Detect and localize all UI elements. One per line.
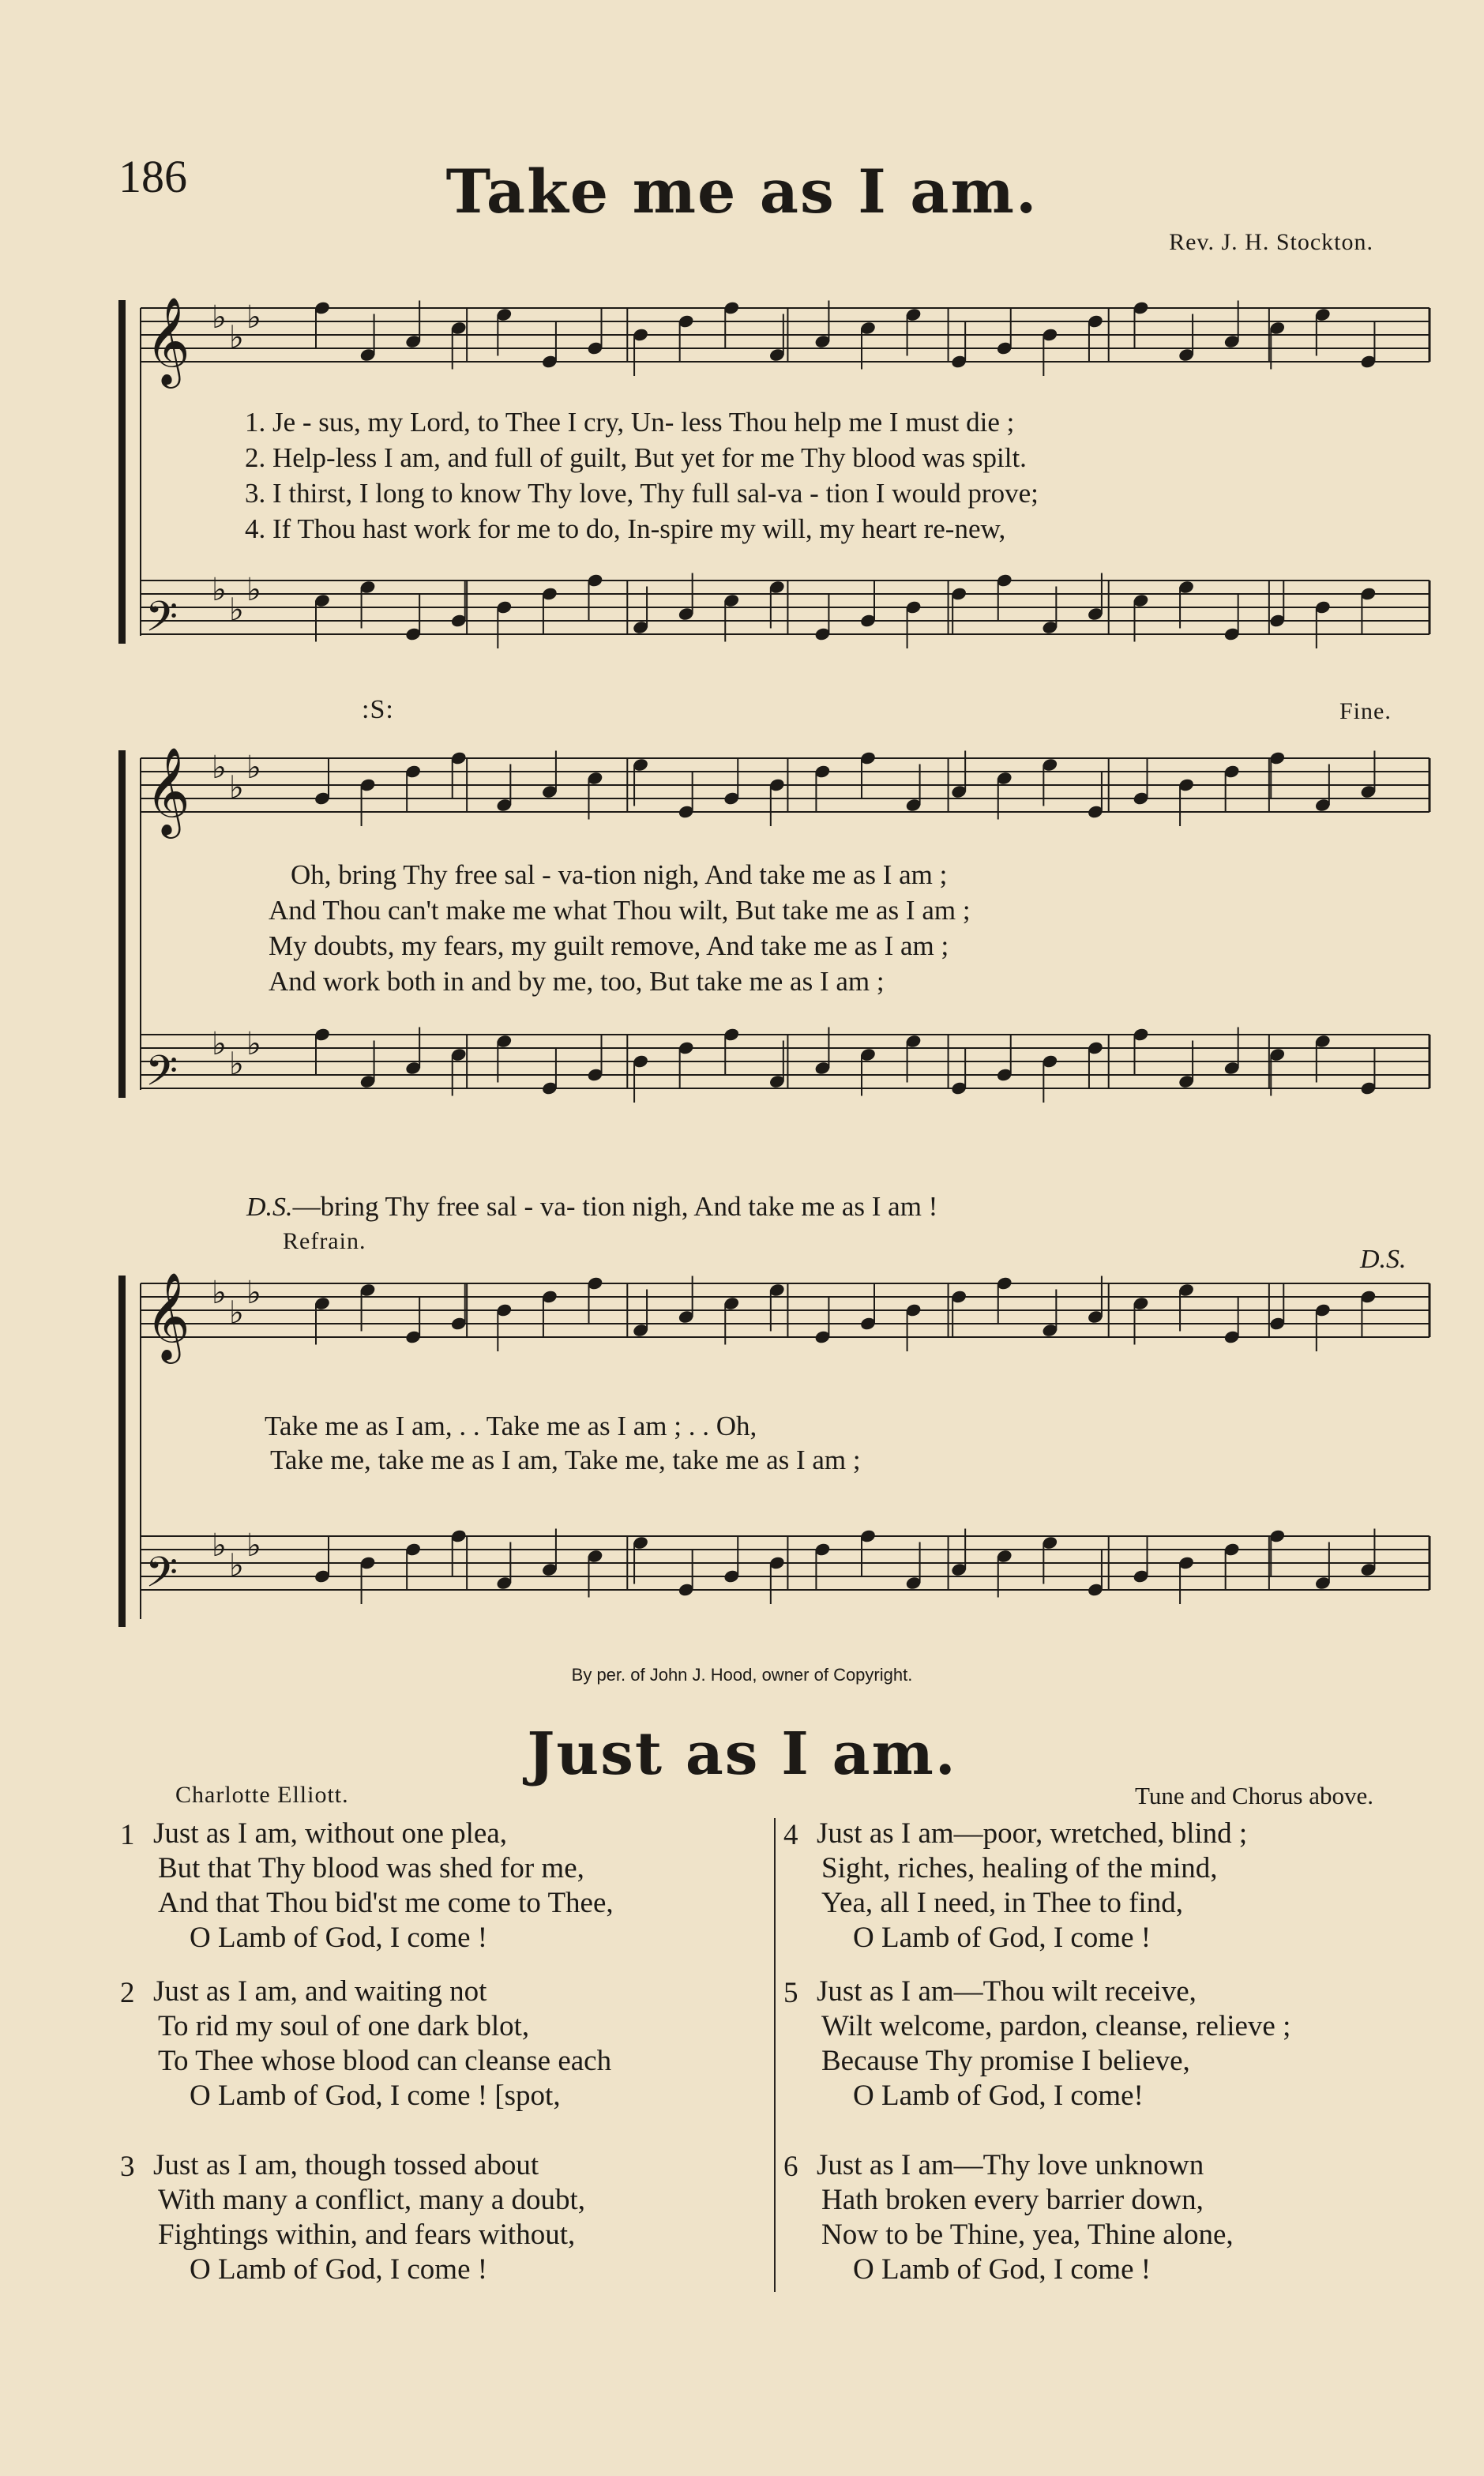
flat-icon: ♭ — [212, 750, 227, 786]
verse-line: 3. I thirst, I long to know Thy love, Thy full sal-va - tion I would prove; — [245, 478, 1039, 509]
verse-line: 2. Help-less I am, and full of guilt, But yet for me Thy blood was spilt. — [245, 442, 1027, 473]
verse-line: Just as I am—Thy love unknown — [817, 2149, 1204, 2181]
verse-line: Because Thy promise I believe, — [821, 2045, 1190, 2077]
clef-icon: 𝄞 — [145, 746, 190, 835]
verse-line: 1. Je - sus, my Lord, to Thee I cry, Un- less Thou help me I must die ; — [245, 407, 1015, 438]
verse-line: But that Thy blood was shed for me, — [158, 1852, 584, 1884]
flat-icon: ♭ — [246, 1026, 261, 1062]
verse-line: 4. If Thou hast work for me to do, In-spire my will, my heart re-new, — [245, 513, 1006, 544]
hymn-title: Just as I am. — [527, 1720, 957, 1788]
verse-line: Just as I am, though tossed about — [153, 2149, 539, 2181]
verse-line: And work both in and by me, too, But take me as I am ; — [269, 966, 885, 997]
verse-line: Sight, riches, healing of the mind, — [821, 1852, 1218, 1884]
verse-line: Hath broken every barrier down, — [821, 2184, 1204, 2216]
system-brace — [118, 1276, 126, 1627]
refrain-line: Take me as I am, . . Take me as I am ; . . Oh, — [265, 1411, 757, 1441]
verse-number: 1 — [120, 1819, 135, 1851]
flat-icon: ♭ — [246, 1527, 261, 1564]
column-divider — [774, 1818, 776, 2292]
verse-line: Now to be Thine, yea, Thine alone, — [821, 2219, 1234, 2251]
verse-line: To Thee whose blood can cleanse each — [158, 2045, 612, 2077]
verse-line: Yea, all I need, in Thee to find, — [821, 1887, 1183, 1919]
verse-line: Fightings within, and fears without, — [158, 2219, 576, 2251]
verse-number: 6 — [783, 2151, 798, 2183]
system-brace — [118, 300, 126, 644]
verse-line: Just as I am, and waiting not — [153, 1975, 487, 2008]
clef-icon: 𝄢 — [145, 1549, 178, 1607]
flat-icon: ♭ — [229, 1294, 244, 1332]
flat-icon: ♭ — [246, 299, 261, 336]
flat-icon: ♭ — [212, 572, 227, 608]
copyright-note: By per. of John J. Hood, owner of Copyright. — [571, 1665, 913, 1685]
verse-number: 3 — [120, 2151, 135, 2183]
clef-icon: 𝄢 — [145, 1047, 178, 1106]
ds-mark: D.S. — [1360, 1245, 1407, 1274]
flat-icon: ♭ — [212, 299, 227, 336]
tune-note: Tune and Chorus above. — [1135, 1782, 1373, 1809]
flat-icon: ♭ — [212, 1026, 227, 1062]
flat-icon: ♭ — [212, 1527, 227, 1564]
verse-line: O Lamb of God, I come ! — [853, 2253, 1152, 2286]
verse-line: And that Thou bid'st me come to Thee, — [158, 1887, 614, 1919]
refrain-line: Take me, take me as I am, Take me, take me as I am ; — [270, 1445, 861, 1475]
verse-line: O Lamb of God, I come ! — [190, 2253, 488, 2286]
verse-line: O Lamb of God, I come ! [spot, — [190, 2080, 561, 2112]
verse-line: Just as I am—poor, wretched, blind ; — [817, 1817, 1248, 1850]
verse-number: 2 — [120, 1977, 135, 2009]
flat-icon: ♭ — [246, 1275, 261, 1311]
clef-icon: 𝄞 — [145, 1272, 190, 1360]
hymn-title: Take me as I am. — [445, 156, 1039, 227]
refrain-label: Refrain. — [283, 1228, 366, 1254]
verse-line: With many a conflict, many a doubt, — [158, 2184, 586, 2216]
verse-line: And Thou can't make me what Thou wilt, But take me as I am ; — [269, 895, 971, 926]
ds-line — [246, 1191, 937, 1223]
flat-icon: ♭ — [212, 1275, 227, 1311]
verse-line: O Lamb of God, I come ! — [190, 1922, 488, 1954]
flat-icon: ♭ — [246, 572, 261, 608]
ds-lyrics: —bring Thy free sal - va- tion nigh, And take me as I am ! — [292, 1191, 938, 1222]
system-brace — [118, 750, 126, 1098]
flat-icon: ♭ — [229, 592, 244, 629]
page-number: 186 — [118, 151, 187, 202]
flat-icon: ♭ — [229, 769, 244, 806]
clef-icon: 𝄢 — [145, 593, 178, 652]
flat-icon: ♭ — [229, 1046, 244, 1083]
segno-mark: :S: — [362, 695, 394, 724]
fine-mark: Fine. — [1339, 698, 1392, 724]
verse-number: 4 — [783, 1819, 798, 1851]
verse-line: My doubts, my fears, my guilt remove, And take me as I am ; — [269, 930, 949, 961]
hymn-author: Charlotte Elliott. — [175, 1782, 349, 1808]
flat-icon: ♭ — [229, 319, 244, 356]
verse-line: Just as I am, without one plea, — [153, 1817, 508, 1850]
hymn-author: Rev. J. H. Stockton. — [1169, 229, 1373, 255]
ds-prefix: D.S. — [246, 1193, 293, 1222]
verse-line: O Lamb of God, I come ! — [853, 1922, 1152, 1954]
flat-icon: ♭ — [246, 750, 261, 786]
verse-line: Oh, bring Thy free sal - va-tion nigh, And take me as I am ; — [291, 859, 948, 890]
clef-icon: 𝄞 — [145, 296, 190, 385]
verse-number: 5 — [783, 1977, 798, 2009]
verse-line: Wilt welcome, pardon, cleanse, relieve ; — [821, 2010, 1291, 2042]
verse-line: Just as I am—Thou wilt receive, — [817, 1975, 1197, 2008]
flat-icon: ♭ — [229, 1547, 244, 1584]
verse-line: O Lamb of God, I come! — [853, 2080, 1144, 2112]
verse-line: To rid my soul of one dark blot, — [158, 2010, 530, 2042]
